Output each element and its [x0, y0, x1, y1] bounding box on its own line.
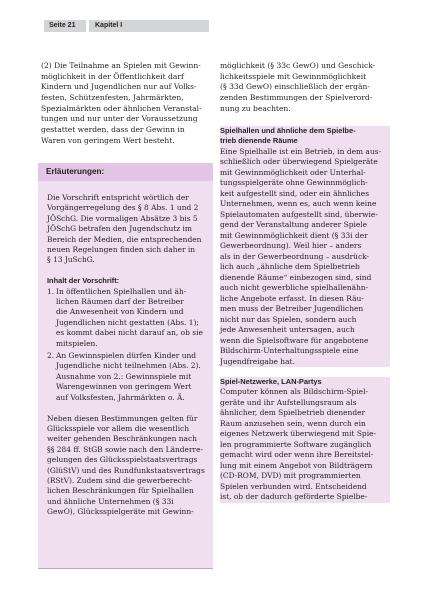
erlaeuterungen-closing	[47, 414, 207, 518]
list-item-number: 1.	[47, 286, 55, 296]
text-line: An Gewinnspielen dürfen Kinder und	[56, 351, 197, 361]
text-line: tungen und nur unter der Voraussetzung	[41, 114, 198, 124]
text-line: JÖSchG betrafen den Jugendschutz im	[47, 224, 192, 234]
text-line: Jugendlichen nicht gestatten (Abs. 1);	[56, 317, 199, 327]
text-line: schließlich oder überwiegend Spielgeräte	[220, 157, 378, 167]
text-line: (GlüStV) und des Rundfunkstaatsvertrags	[47, 465, 205, 475]
text-line: weiter gehenden Beschränkungen nach	[47, 434, 197, 444]
text-line: (RStV). Zudem sind die gewerberecht-	[47, 475, 193, 485]
text-line: auch nicht gewerbliche spielhallenähn-	[220, 283, 369, 293]
section-gap	[220, 367, 390, 377]
page-number-tab: Seite 21	[44, 20, 86, 32]
text-line: men muss der Betreiber Jugendlichen	[220, 304, 364, 314]
text-line: gestattet werden, dass der Gewinn in	[41, 124, 185, 134]
text-line: gelungen des Glücksspielstaatsvertrags	[47, 455, 198, 465]
text-line: ähnlicher, dem Spielbetrieb dienender	[220, 408, 366, 418]
text-line: Gewerbeordnung). Weil hier – anders	[220, 241, 362, 251]
inhalt-list	[47, 287, 207, 403]
text-line: tungsspielgeräte ohne Gewinnmöglich-	[220, 178, 368, 188]
right-explanation-box	[220, 126, 390, 570]
erlaeuterungen-body	[47, 193, 207, 518]
heading-line: trieb dienende Räume	[220, 136, 298, 146]
text-line: keit aufgestellt sind, oder ein ähnliches	[220, 188, 370, 198]
text-line: lichen Räumen darf der Betreiber	[56, 297, 184, 307]
heading-line: Spielhallen und ähnliche dem Spielbe-	[220, 126, 356, 135]
text-line: Ausnahme von 2.: Gewinnspiele mit	[56, 371, 192, 381]
text-line: §§ 284 ff. StGB sowie nach den Länderre-	[47, 444, 203, 454]
text-line: möglichkeit (§ 33c GewO) und Geschick-	[220, 61, 376, 70]
text-line: Die Vorschrift entspricht wörtlich der	[47, 193, 189, 202]
inhalt-subheading: Inhalt der Vorschrift:	[47, 276, 120, 286]
law-paragraph-2	[41, 61, 211, 146]
list-item	[47, 287, 207, 349]
text-line: zenden Bestimmungen der Spielverord-	[220, 92, 373, 102]
text-line: mitspielen.	[56, 338, 98, 348]
text-line: len programmierte Software zugänglich	[220, 439, 372, 449]
text-line: Warengewinnen von geringem Wert	[56, 382, 192, 392]
text-line: Kindern und Jugendlichen nur auf Volks-	[41, 82, 197, 92]
text-line: lich auch „ähnliche dem Spielbetrieb	[220, 262, 360, 272]
text-line: liche Angebote erfasst. In diesen Räu-	[220, 293, 364, 303]
text-line: nung zu beachten.	[220, 103, 291, 113]
netzwerke-heading: Spiel-Netzwerke, LAN-Partys	[220, 377, 322, 387]
text-line: Neben diesen Bestimmungen gelten für	[47, 413, 198, 423]
text-line: Jugendliche nicht teilnehmen (Abs. 2).	[56, 361, 201, 371]
text-line: Glücksspiele vor allem die wesentlich	[47, 423, 190, 433]
text-line: (§ 33d GewO) einschließlich der ergän-	[220, 82, 370, 92]
text-line: lung mit einem Angebot von Bildträgern	[220, 460, 373, 470]
text-line: ist, ob der dadurch geförderte Spielbe-	[220, 492, 368, 502]
erlaeuterungen-intro	[47, 193, 207, 266]
text-line: geräte und ihr Aufstellungsraum als	[220, 397, 357, 407]
right-continuation-text	[220, 61, 390, 114]
text-line: Bereich der Medien, die entsprechenden	[47, 234, 202, 244]
text-line: Spezialmärkten oder ähnlichen Veranstal-	[41, 103, 202, 113]
text-line: Bildschirm-Unterhaltungsspiele eine	[220, 346, 359, 356]
text-line: GewO), Glücksspielgeräte mit Gewinn-	[47, 507, 194, 517]
text-line: In öffentlichen Spielhallen und äh-	[56, 286, 187, 296]
text-line: Waren von geringem Wert besteht.	[41, 135, 175, 145]
text-line: mit Gewinnmöglichkeit dient (§ 33i der	[220, 230, 368, 240]
text-line: (2) Die Teilnahme an Spielen mit Gewinn-	[41, 61, 201, 70]
spielhallen-heading	[220, 126, 390, 147]
text-line: (CD-ROM, DVD) mit programmierten	[220, 471, 361, 481]
text-line: § 13 JuSchG.	[47, 255, 95, 265]
text-line: die Anwesenheit von Kindern und	[56, 307, 184, 317]
text-line: wenn die Spielsoftware für angebotene	[220, 335, 369, 345]
text-line: gemacht wird oder wenn ihre Bereitstel-	[220, 450, 374, 460]
text-line: neuen Regelungen finden sich daher in	[47, 245, 196, 255]
netzwerke-text	[220, 387, 390, 503]
text-line: auf Volksfesten, Jahrmärkten o. Ä.	[56, 392, 185, 402]
netzwerke-section	[220, 377, 390, 503]
list-item	[47, 351, 207, 403]
text-line: und ähnliche Unternehmen (§ 33i	[47, 496, 174, 506]
text-line: Computer können als Bildschirm-Spiel-	[220, 387, 368, 397]
text-line: gend der Veranstaltung anderer Spiele	[220, 220, 368, 230]
text-line: als in der Gewerbeordnung – ausdrück-	[220, 251, 370, 261]
spielhallen-section	[220, 126, 390, 367]
text-line: festen, Schützenfesten, Jahrmärkten,	[41, 92, 184, 102]
page-header	[0, 0, 422, 30]
text-line: Jugendfreigabe hat.	[220, 356, 295, 366]
chapter-tab: Kapitel I	[89, 20, 209, 32]
text-line: jede Anwesenheit untersagen, auch	[220, 325, 355, 335]
list-item-number: 2.	[47, 351, 55, 361]
text-line: Raum anzusehen sein, wenn durch ein	[220, 418, 366, 428]
text-line: mit Gewinnmöglichkeit oder Unterhal-	[220, 167, 366, 177]
text-line: möglichkeit in der Öffentlichkeit darf	[41, 71, 184, 81]
text-line: lichkeitsspiele mit Gewinnmöglichkeit	[220, 71, 367, 81]
erlaeuterungen-title: Erläuterungen:	[38, 163, 213, 181]
text-line: lichen Beschränkungen für Spielhallen	[47, 486, 194, 496]
text-line: Vorgängerregelung des § 8 Abs. 1 und 2	[47, 203, 199, 213]
text-line: Spielen verbunden wird. Entscheidend	[220, 481, 367, 491]
text-line: Unternehmen, wenn es, auch wenn keine	[220, 199, 377, 209]
text-line: eigenes Netzwerk überwiegend mit Spie-	[220, 429, 376, 439]
erlaeuterungen-box	[38, 163, 213, 569]
text-line: JÖSchG. Die vormaligen Absätze 3 bis 5	[47, 213, 198, 223]
text-line: Spielautomaten aufgestellt sind, überwie-	[220, 209, 378, 219]
text-line: es kommt dabei nicht darauf an, ob sie	[56, 328, 203, 338]
text-line: Eine Spielhalle ist ein Betrieb, in dem aus-	[220, 146, 381, 156]
text-line: dienende Räume“ einbezogen sind, sind	[220, 272, 372, 282]
spielhallen-text	[220, 147, 390, 368]
text-line: nicht nur das Spielen, sondern auch	[220, 314, 357, 324]
